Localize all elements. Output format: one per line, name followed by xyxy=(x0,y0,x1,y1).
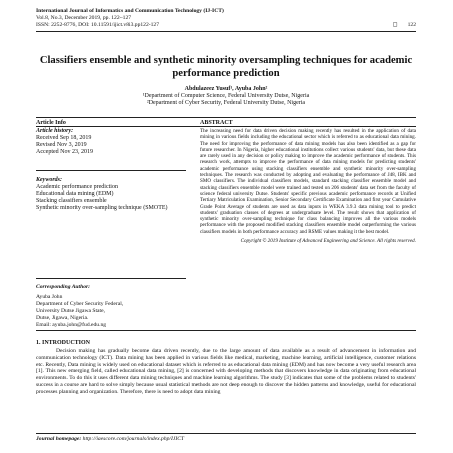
keyword-item: Synthetic minority over-sampling technique (SMOTE) xyxy=(36,205,168,211)
footer-url[interactable]: http://iaescore.com/journals/index.php/IJICT xyxy=(82,436,185,442)
keyword-item: Stacking classifiers ensemble xyxy=(36,198,107,204)
journal-issn: ISSN: 2252-8776, DOI: 10.11591/ijict.v8i3.pp122-127 xyxy=(36,22,160,28)
abstract xyxy=(200,128,416,244)
corresponding-author xyxy=(36,284,186,329)
authors-block xyxy=(36,86,416,107)
history-label: Article history: xyxy=(36,128,74,134)
header-rule xyxy=(36,31,416,32)
paper-title: Classifiers ensemble and synthetic minority oversampling techniques for academic performance prediction xyxy=(39,55,413,79)
journal-header xyxy=(36,8,416,29)
journal-logo-icon: ◻ xyxy=(392,22,398,28)
journal-footer: Journal homepage: http://iaescore.com/journals/index.php/IJICT xyxy=(36,436,185,442)
keyword-item: Educational data mining (EDM) xyxy=(36,191,114,197)
copyright-notice: Copyright © 2019 Institute of Advanced Engineering and Science. All rights reserved. xyxy=(240,238,416,245)
author-names: Abdulazeez Yusuf¹, Ayuba John² xyxy=(184,86,268,92)
footer-rule xyxy=(36,433,416,434)
info-bottom-rule xyxy=(36,330,416,331)
footer-label: Journal homepage xyxy=(36,436,80,442)
info-top-rule xyxy=(36,117,416,118)
affiliation-2: ²Department of Cyber Security, Federal University Dutse, Nigeria xyxy=(146,100,306,106)
journal-name: International Journal of Informatics and Communication Technology (IJ-ICT) xyxy=(36,8,224,14)
corresponding-top-rule xyxy=(36,278,186,279)
affiliation-1: ¹Department of Computer Science, Federal University Dutse, Nigeria xyxy=(142,93,310,99)
article-info-heading: Article Info xyxy=(36,120,66,126)
keyword-item: Academic performance prediction xyxy=(36,184,118,190)
abstract-text: The increasing need for data driven decision making recently has resulted in the application of data mining in various fields including the educational sector which is referred to as educational data mining. The need for improving the performance of data mining models has also been identified as a gap for future researcher. In Nigeria, higher educational institutions collect various students' data, but these data are rarely used in any decision or policy making to improve the academic performance of students. This research work, attempts to improve the performance of data mining models for predicting students' academic performance using stacking classifiers ensemble and synthetic minority over-sampling techniques. The research was conducted by adopting and evaluating the performance of J48, IBK and SMO classifiers. The individual classifiers models, standard stacking classifier ensemble model and stacking classifiers ensemble model were trained and tested on 206 students' data set from the faculty of science federal university Dutse. Students' specific previous academic performance records at Unified Tertiary Matriculation Examination, Senior Secondary Certificate Examination and first year Cumulative Grade Point Average of students are used as data inputs in WEKA 3.9.3 data mining tool to predict students' graduation classes of degrees at undergraduate level. The result shows that application of synthetic minority over-sampling technique for class balancing improves all the various models performance with the proposed modified stacking classifiers ensemble model outperforming the various classifiers models in both performance accuracy and RSME values making it the best model. xyxy=(200,128,416,235)
history-revised: Revised Nov 3, 2019 xyxy=(36,142,87,148)
journal-volume: Vol.8, No.3, December 2019, pp. 122~127 xyxy=(36,15,132,21)
keywords-label: Keywords: xyxy=(36,177,62,183)
intro-text: Decision making has gradually become data driven recently, due to the large amount of data available as a result of advancement in information and communication technology (ICT). Data mining has been applied in various fields like medical, marketing, machine learning, artificial intelligence, customer relations etc. Recently, Data mining is widely used on educational dataset which is referred to as educational data mining (EDM) and has now become a very useful research area [1]. This new emerging field, called educational data mining, [2] is concerned with developing methods that discovers knowledge in data originating from educational environments. To do this it uses different data mining techniques and machine learning algorithms. The study [3] indicates that some of the problems related to students' success in a course are hard to solve simply because usual statistical methods are not deep enough to discover the hidden patterns and knowledge, useful for educational processes planning and organization. Therefore, there is need to adopt data mining xyxy=(36,348,416,395)
corresponding-email: Email: ayuba.john@fud.edu.ng xyxy=(36,322,107,328)
corresponding-label: Corresponding Author: xyxy=(36,284,91,290)
info-heading-rule xyxy=(36,126,416,127)
page-number: 122 xyxy=(407,22,416,28)
keywords-rule xyxy=(36,170,186,171)
history-accepted: Accepted Nov 23, 2019 xyxy=(36,149,93,155)
abstract-heading: ABSTRACT xyxy=(200,120,233,126)
corresponding-dept: Department of Cyber Security Federal, xyxy=(36,301,124,307)
corresponding-name: Ayuba John xyxy=(36,294,63,300)
corresponding-city: Dutse, Jigawa, Nigeria. xyxy=(36,315,89,321)
corresponding-univ: University Dutse Jigawa State, xyxy=(36,308,105,314)
intro-heading: 1. INTRODUCTION xyxy=(36,340,91,346)
history-received: Received Sep 18, 2019 xyxy=(36,135,92,141)
article-info xyxy=(36,128,186,220)
